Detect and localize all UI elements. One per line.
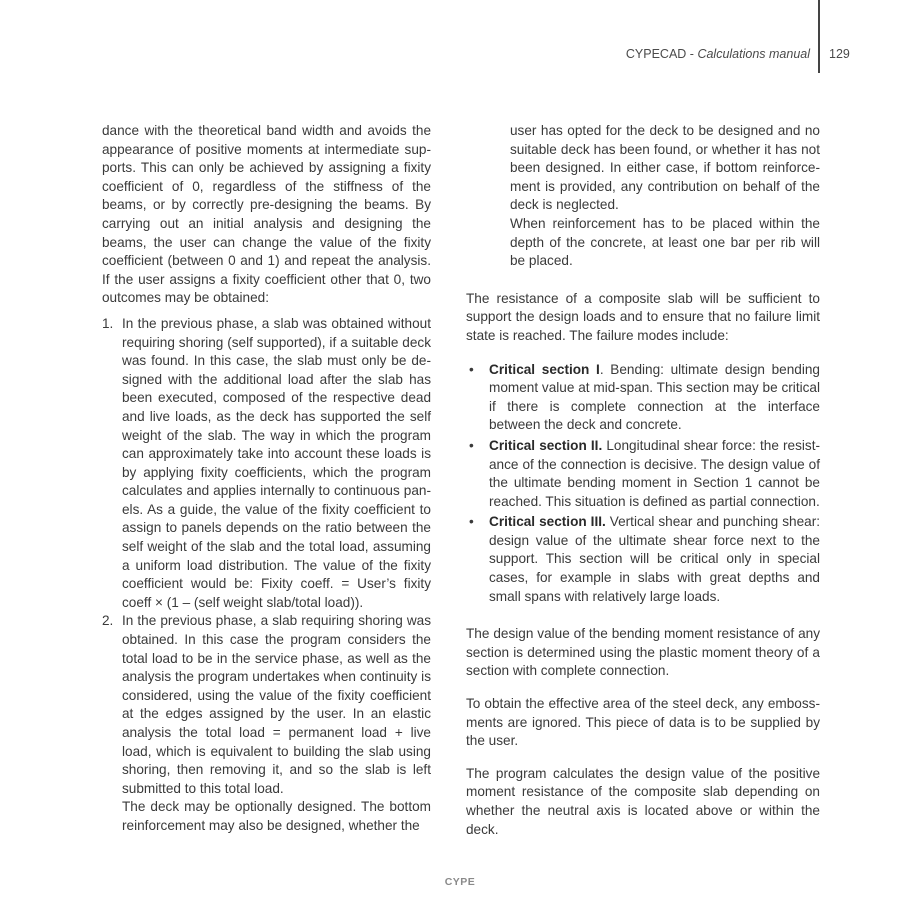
design-value-paragraph: The design value of the bending moment resistance of any section is determined using the plastic moment theory of a section with complete connection. — [466, 626, 820, 679]
bullet-icon: • — [469, 514, 474, 530]
bullet-icon: • — [469, 437, 474, 453]
list-item-text: In the previous phase, a slab was obtained without requiring shoring (self supported), if a suitable deck was found. In this case, the slab must only be designed with the additional load after the slab has been executed, composed of the respective dead and live loads, as the deck has supported the self weight of the slab. The way in which the program can approximately take into account these loads is by applying fixity coefficients, which the program calculates and applies internally to continuous panels. As a guide, the value of the fixity coefficient to assign to panels depends on the ratio between the self weight of the slab and the total load, assuming a uniform load distribution. The value of the fixity coefficient would be: Fixity coeff. = User’s fixity coeff × (1 – (self weight slab/total load)). — [122, 315, 431, 610]
list-item — [466, 513, 820, 606]
title-separator: - — [686, 47, 698, 61]
program-calculation-paragraph: The program calculates the design value of the positive moment resistance of the composite slab depending on whether the neutral axis is located above or within the deck. — [466, 765, 820, 837]
list-item — [102, 612, 431, 835]
list-item-number: 1. — [102, 315, 114, 331]
list-item — [102, 315, 431, 613]
footer-brand: CYPE — [444, 876, 476, 888]
header-divider — [818, 0, 820, 73]
left-column — [102, 122, 431, 836]
publisher-name: CYPECAD — [625, 47, 687, 61]
list-item-text: In the previous phase, a slab requiring shoring was obtained. In this case the program considers the total load to be in the service phase, as well as the analysis the program undertakes when continuity is considered, using the value of the fixity coefficient at the edges assigned by the user. In an elastic analysis the total load = permanent load + live load, which is equivalent to building the slab using shoring, then removing it, and so the slab is left submitted to this total load. — [122, 613, 431, 796]
critical-section-title: Critical section III. — [489, 514, 606, 530]
critical-section-title: Critical section I — [489, 361, 600, 377]
continuation-paragraph: When reinforcement has to be placed within the depth of the concrete, at least one bar per rib will be placed. — [510, 215, 820, 269]
critical-section-text: Vertical shear and punching shear: design value of the ultimate shear force next to the support. This section will be critical only in special cases, for example in slabs with great depths and small spans with relatively large loads. — [489, 514, 820, 604]
bullet-icon: • — [469, 361, 474, 377]
continuation-paragraph: user has opted for the deck to be designed and no suitable deck has been found, or whether it has not been designed. In either case, if bottom reinforcement is provided, any contribution on behalf of the deck is neglected. — [510, 123, 820, 213]
intro-paragraph: dance with the theoretical band width and avoids the appearance of positive moments at intermediate supports. This can only be achieved by assigning a fixity coefficient of 0, regardless of the stiffness of the beams, or by correctly pre-designing the beams. By carrying out an initial analysis and designing the beams, the user can change the value of the fixity coefficient (between 0 and 1) and repeat the analysis. If the user assigns a fixity coefficient other that 0, two outcomes may be obtained: — [102, 123, 431, 306]
page-number: 129 — [829, 47, 850, 61]
failure-modes-list — [466, 361, 820, 607]
right-column — [466, 122, 820, 839]
critical-section-text: Longitudinal shear force: the resistance of the connection is decisive. The design value of the ultimate bending moment in Section 1 cannot be reached. This situation is defined as partial connection. — [489, 437, 820, 509]
list-item-extra-text: The deck may be optionally designed. The bottom reinforcement may also be designed, whether the — [122, 799, 431, 833]
running-title — [626, 47, 810, 61]
list-item — [466, 437, 820, 511]
critical-section-text: . Bending: ultimate design bending moment value at mid-span. This section may be critical if there is complete connection at the interface between the deck and concrete. — [489, 361, 820, 433]
list-item — [466, 361, 820, 435]
manual-title: Calculations manual — [697, 47, 810, 61]
critical-section-title: Critical section II. — [489, 437, 603, 453]
list-item-number: 2. — [102, 613, 114, 629]
resistance-intro-paragraph: The resistance of a composite slab will be sufficient to support the design loads and to ensure that no failure limit state is reached. The failure modes include: — [466, 290, 820, 343]
effective-area-paragraph: To obtain the effective area of the steel deck, any embossments are ignored. This piece of data is to be supplied by the user. — [466, 696, 820, 749]
numbered-list — [102, 315, 431, 836]
